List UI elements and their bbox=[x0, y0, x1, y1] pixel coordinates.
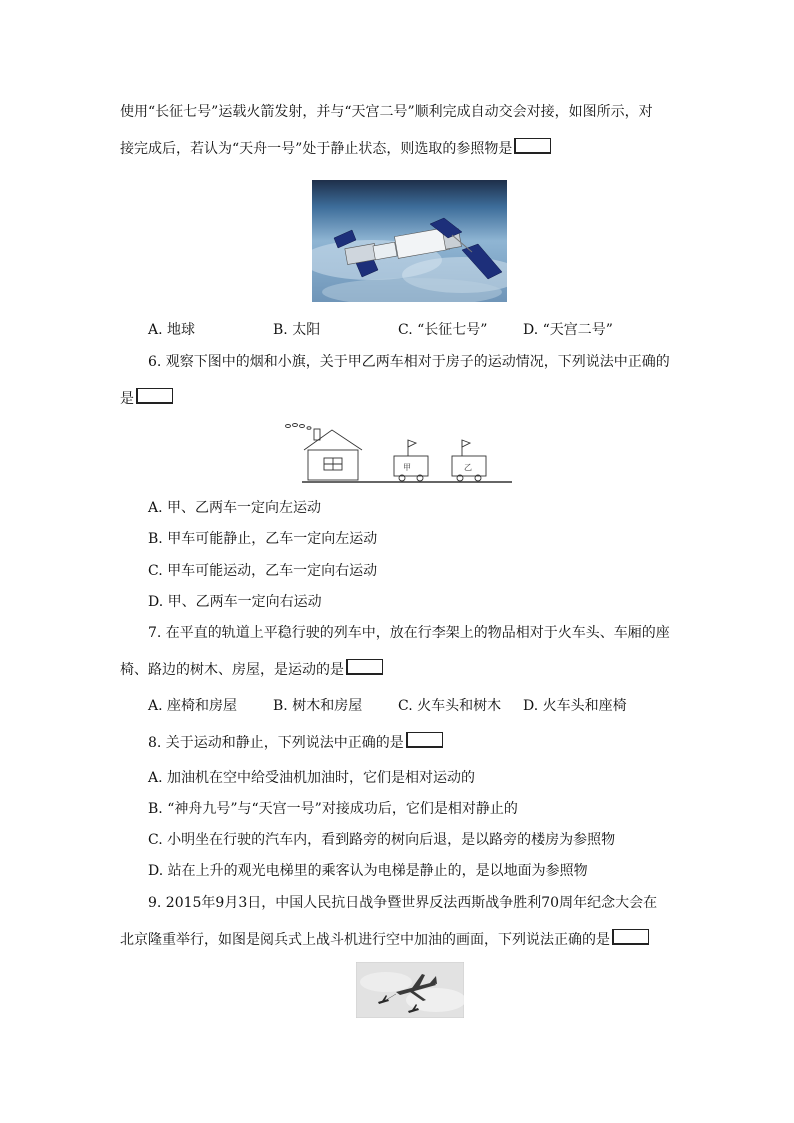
q5-line2: 接完成后，若认为“天舟一号”处于静止状态，则选取的参照物是 bbox=[120, 138, 551, 159]
answer-blank[interactable] bbox=[406, 732, 443, 748]
q7-line1: 7. 在平直的轨道上平稳行驶的列车中，放在行李架上的物品相对于火车头、车厢的座 bbox=[148, 625, 670, 641]
q7-line2: 椅、路边的树木、房屋，是运动的是 bbox=[120, 659, 383, 680]
q6-line1: 6. 观察下图中的烟和小旗，关于甲乙两车相对于房子的运动情况，下列说法中正确的 bbox=[148, 354, 670, 370]
q5-option-a[interactable]: A. 地球 bbox=[148, 322, 196, 338]
q6-option-d[interactable]: D. 甲、乙两车一定向右运动 bbox=[148, 594, 322, 610]
q9-line1: 9. 2015年9月3日，中国人民抗日战争暨世界反法西斯战争胜利70周年纪念大会在 bbox=[148, 895, 658, 911]
q6-option-b[interactable]: B. 甲车可能静止，乙车一定向左运动 bbox=[148, 531, 378, 547]
q5-option-b[interactable]: B. 太阳 bbox=[273, 322, 321, 338]
q5-option-d[interactable]: D. “天宫二号” bbox=[523, 322, 613, 338]
q8-option-d[interactable]: D. 站在上升的观光电梯里的乘客认为电梯是静止的，是以地面为参照物 bbox=[148, 863, 588, 879]
house-cars-diagram bbox=[282, 420, 512, 490]
q5-option-c[interactable]: C. “长征七号” bbox=[398, 322, 488, 338]
q8-option-b[interactable]: B. “神舟九号”与“天宫一号”对接成功后，它们是相对静止的 bbox=[148, 801, 518, 817]
q8-line1: 8. 关于运动和静止，下列说法中正确的是 bbox=[148, 732, 443, 753]
q8-option-c[interactable]: C. 小明坐在行驶的汽车内，看到路旁的树向后退，是以路旁的楼房为参照物 bbox=[148, 832, 616, 848]
answer-blank[interactable] bbox=[612, 929, 649, 945]
answer-blank[interactable] bbox=[136, 388, 173, 404]
q7-option-c[interactable]: C. 火车头和树木 bbox=[398, 698, 502, 714]
car-yi-label: 乙 bbox=[464, 463, 472, 472]
answer-blank[interactable] bbox=[514, 138, 551, 154]
answer-blank[interactable] bbox=[346, 659, 383, 675]
q6-option-c[interactable]: C. 甲车可能运动，乙车一定向右运动 bbox=[148, 563, 378, 579]
q5-line1: 使用“长征七号”运载火箭发射，并与“天宫二号”顺利完成自动交会对接，如图所示，对 bbox=[120, 104, 653, 120]
q6-option-a[interactable]: A. 甲、乙两车一定向左运动 bbox=[148, 500, 322, 516]
q7-option-a[interactable]: A. 座椅和房屋 bbox=[148, 698, 238, 714]
q8-option-a[interactable]: A. 加油机在空中给受油机加油时，它们是相对运动的 bbox=[148, 770, 476, 786]
q9-line2: 北京隆重举行，如图是阅兵式上战斗机进行空中加油的画面，下列说法正确的是 bbox=[120, 929, 649, 950]
q6-line2: 是 bbox=[120, 388, 173, 409]
car-jia-label: 甲 bbox=[403, 463, 411, 472]
q7-option-b[interactable]: B. 树木和房屋 bbox=[273, 698, 363, 714]
aerial-refueling-image bbox=[356, 962, 464, 1018]
q7-option-d[interactable]: D. 火车头和座椅 bbox=[523, 698, 627, 714]
space-station-image bbox=[312, 180, 507, 302]
